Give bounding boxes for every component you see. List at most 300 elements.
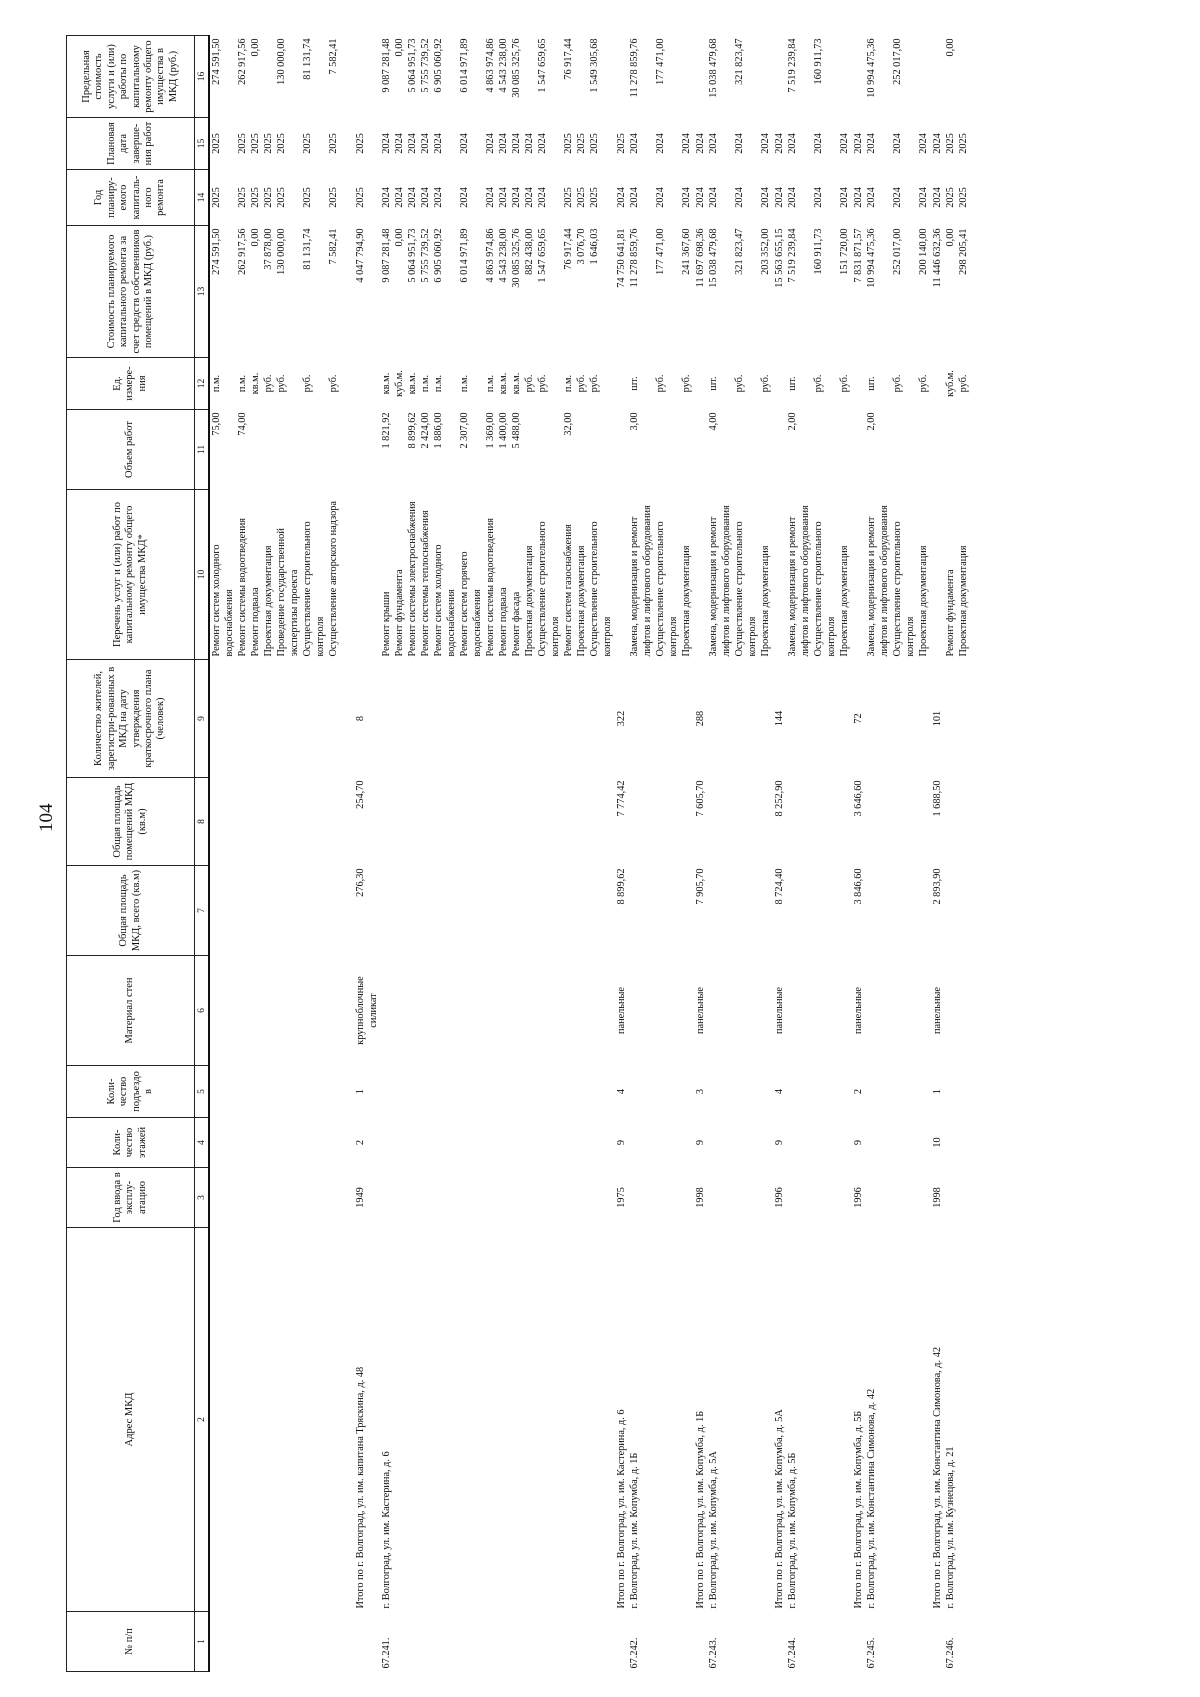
table-cell: 7 582,41 [328, 228, 339, 265]
table-cell: 203 352,00 [760, 228, 771, 275]
table-cell: 8 899,62 [616, 868, 627, 905]
table-cell [746, 660, 759, 778]
table-cell: 4 [616, 1088, 627, 1095]
table-cell: 276,30 [355, 868, 366, 897]
table-cell: 274 591,50 [211, 38, 222, 85]
table-cell: Проектная документация [958, 545, 969, 657]
table-cell: руб. [813, 374, 824, 393]
table-cell: 2025 [355, 133, 366, 154]
table-cell [601, 778, 614, 866]
table-cell [707, 956, 720, 1066]
table-cell [786, 1118, 799, 1168]
table-cell [667, 358, 680, 410]
table-cell [445, 1066, 458, 1118]
table-cell [720, 118, 733, 170]
table-cell [419, 1118, 432, 1168]
table-cell [588, 1612, 601, 1672]
table-cell [628, 778, 641, 866]
table-cell [301, 778, 314, 866]
table-cell: 15 563 655,15 [774, 228, 785, 288]
table-cell [497, 778, 510, 866]
table-cell [707, 1066, 720, 1118]
table-cell [209, 1118, 223, 1168]
table-cell: 2024 [853, 133, 864, 154]
table-cell [601, 1066, 614, 1118]
table-cell [275, 660, 288, 778]
table-cell [471, 778, 484, 866]
table-cell [432, 1118, 445, 1168]
table-cell: панельные [853, 987, 864, 1034]
table-cell: 2024 [407, 187, 418, 208]
table-cell: г. Волгоград, ул. им. Константина Симонова, д. 42 [866, 1388, 877, 1609]
table-cell [667, 866, 680, 956]
table-cell [957, 1228, 970, 1612]
table-cell [575, 1118, 588, 1168]
table-cell [471, 36, 484, 118]
table-cell: Замена, модернизация и ремонт [708, 516, 719, 657]
table-cell [340, 1118, 353, 1168]
table-cell [865, 778, 878, 866]
table-row [667, 36, 680, 1672]
table-row [614, 36, 628, 1672]
table-cell: лифтов и лифтового оборудования [721, 505, 732, 657]
header-cell: Перечень услуг и (или) работ по капитальному ремонту общего имущества МКД* [67, 490, 195, 660]
table-cell: руб. [328, 374, 339, 393]
table-cell [380, 778, 393, 866]
header-cell: Коли-чество этажей [67, 1118, 195, 1168]
table-cell [301, 1168, 314, 1228]
table-cell: 2025 [237, 187, 248, 208]
table-cell: 11 697 698,36 [695, 228, 706, 288]
table-cell [904, 226, 917, 358]
table-cell: 67.242. [629, 1637, 640, 1669]
table-row [353, 36, 380, 1672]
table-cell: 10 994 475,36 [866, 228, 877, 288]
table-cell: 2 424,00 [420, 412, 431, 449]
table-cell [614, 358, 628, 410]
table-cell: 2024 [524, 133, 535, 154]
table-row [236, 36, 249, 1672]
table-cell [471, 956, 484, 1066]
table-cell: 1975 [616, 1187, 627, 1208]
table-cell [301, 866, 314, 956]
table-cell [957, 1118, 970, 1168]
table-cell [288, 660, 301, 778]
table-cell: Осуществление строительного [813, 521, 824, 657]
table-row [223, 36, 236, 1672]
table-row [575, 36, 588, 1672]
table-cell [445, 410, 458, 490]
table-cell [301, 410, 314, 490]
table-cell: 10 [932, 1137, 943, 1148]
table-cell [288, 1612, 301, 1672]
table-cell [957, 1612, 970, 1672]
table-cell: Ремонт систем горячего [459, 551, 470, 657]
table-cell [878, 1612, 891, 1672]
table-cell [288, 1228, 301, 1612]
table-cell [838, 1066, 851, 1118]
table-row [497, 36, 510, 1672]
header-cell: Стоимость планируемого капитального ремонта за счет средств собственников помещений в МКД (руб.) [67, 226, 195, 358]
table-cell: Ремонт крыши [381, 591, 392, 657]
table-cell [288, 1066, 301, 1118]
table-cell: 1998 [695, 1187, 706, 1208]
table-cell [588, 1168, 601, 1228]
table-cell: 1 369,00 [485, 412, 496, 449]
table-cell: 2025 [945, 187, 956, 208]
table-cell: 1996 [853, 1187, 864, 1208]
table-cell [759, 1118, 772, 1168]
table-cell [654, 1168, 667, 1228]
table-cell [707, 778, 720, 866]
table-cell [917, 660, 930, 778]
table-cell [562, 1612, 575, 1672]
table-cell [772, 36, 786, 118]
table-cell [680, 866, 693, 956]
table-cell [275, 1168, 288, 1228]
table-cell: 2024 [892, 187, 903, 208]
table-cell [799, 1118, 812, 1168]
table-cell [799, 1228, 812, 1612]
column-number: 15 [195, 118, 210, 170]
table-cell [601, 660, 614, 778]
table-cell [904, 1118, 917, 1168]
table-cell [458, 956, 471, 1066]
table-cell [288, 1118, 301, 1168]
table-cell [878, 660, 891, 778]
table-cell [746, 118, 759, 170]
table-cell [917, 866, 930, 956]
table-cell [458, 1612, 471, 1672]
table-cell: 2025 [355, 187, 366, 208]
table-cell [904, 358, 917, 410]
table-cell [917, 1168, 930, 1228]
table-cell: Итого по г. Волгоград, ул. им. Константина Симонова, д. 42 [932, 1347, 943, 1609]
table-cell [249, 778, 262, 866]
table-cell [812, 866, 825, 956]
table-cell [746, 1118, 759, 1168]
table-cell [680, 778, 693, 866]
table-cell: 15 038 479,68 [708, 228, 719, 288]
header-cell: Объем работ [67, 410, 195, 490]
table-row [471, 36, 484, 1672]
table-cell [917, 778, 930, 866]
table-cell [223, 778, 236, 866]
table-cell: кв.м. [498, 372, 509, 395]
table-cell [236, 1228, 249, 1612]
table-cell [262, 1612, 275, 1672]
table-row [707, 36, 720, 1672]
table-cell [720, 866, 733, 956]
table-cell [654, 410, 667, 490]
table-cell: 2024 [537, 133, 548, 154]
table-cell [733, 1228, 746, 1612]
table-cell [838, 1612, 851, 1672]
table-cell [917, 956, 930, 1066]
table-row [746, 36, 759, 1672]
table-cell [772, 1612, 786, 1672]
table-cell [223, 1118, 236, 1168]
table-cell [327, 956, 340, 1066]
table-cell [641, 170, 654, 226]
table-cell [825, 866, 838, 956]
table-cell [865, 956, 878, 1066]
table-cell: 2024 [616, 187, 627, 208]
table-cell [654, 956, 667, 1066]
table-cell [720, 1168, 733, 1228]
table-row [458, 36, 471, 1672]
table-cell: 6 014 971,89 [459, 228, 470, 283]
table-cell: Ремонт подвала [498, 587, 509, 657]
table-cell: водоснабжения [472, 589, 483, 657]
table-cell [314, 226, 327, 358]
table-cell [327, 866, 340, 956]
table-cell: 2024 [420, 133, 431, 154]
table-cell: 4 863 974,86 [485, 228, 496, 283]
table-cell [353, 358, 380, 410]
table-cell [536, 1612, 549, 1672]
table-cell: контроля [668, 616, 679, 657]
table-cell [419, 1168, 432, 1228]
table-cell [314, 1612, 327, 1672]
table-cell [445, 866, 458, 956]
table-cell [957, 1168, 970, 1228]
table-cell [406, 660, 419, 778]
table-row [917, 36, 930, 1672]
table-cell: Ремонт фасада [511, 591, 522, 657]
table-cell: 177 471,00 [655, 38, 666, 85]
table-cell [759, 660, 772, 778]
table-cell [523, 866, 536, 956]
table-cell [523, 1066, 536, 1118]
table-cell: 0,00 [394, 228, 405, 247]
table-cell [249, 1066, 262, 1118]
table-cell [314, 36, 327, 118]
column-number: 5 [195, 1066, 210, 1118]
table-row [628, 36, 641, 1672]
table-cell [549, 778, 562, 866]
header-cell: Плановая дата заверше-ния работ [67, 118, 195, 170]
table-cell: 2024 [511, 187, 522, 208]
table-cell [786, 956, 799, 1066]
table-cell [812, 1168, 825, 1228]
table-cell: 2024 [695, 133, 706, 154]
table-cell [471, 226, 484, 358]
table-cell [601, 358, 614, 410]
table-cell [944, 778, 957, 866]
column-number: 6 [195, 956, 210, 1066]
table-cell [549, 118, 562, 170]
table-row [419, 36, 432, 1672]
table-cell [575, 36, 588, 118]
header-cell: № п/п [67, 1612, 195, 1672]
table-cell [746, 1612, 759, 1672]
table-cell [865, 660, 878, 778]
table-cell [601, 1118, 614, 1168]
table-cell [851, 358, 865, 410]
table-cell [340, 778, 353, 866]
table-cell: Проектная документация [576, 545, 587, 657]
table-cell [575, 956, 588, 1066]
table-cell [904, 36, 917, 118]
table-cell: руб. [276, 374, 287, 393]
table-cell [236, 1118, 249, 1168]
table-cell: куб.м. [945, 370, 956, 397]
table-cell: 67.243. [708, 1637, 719, 1669]
table-cell: 2024 [787, 133, 798, 154]
table-cell [432, 1168, 445, 1228]
table-cell: руб. [839, 374, 850, 393]
table-cell [393, 1066, 406, 1118]
table-cell [327, 1612, 340, 1672]
table-cell [825, 358, 838, 410]
table-cell: куб.м. [394, 370, 405, 397]
table-cell [838, 410, 851, 490]
table-cell: п.м. [211, 374, 222, 393]
table-cell: 0,00 [945, 228, 956, 247]
table-cell: панельные [932, 987, 943, 1034]
table-cell [458, 866, 471, 956]
table-cell: 321 823,47 [734, 228, 745, 275]
table-cell: 2024 [695, 187, 706, 208]
table-cell [209, 778, 223, 866]
table-cell [601, 170, 614, 226]
table-cell [628, 866, 641, 956]
table-cell: Проектная документация [918, 545, 929, 657]
table-cell: 1949 [355, 1187, 366, 1208]
table-cell: 2025 [276, 133, 287, 154]
table-row [799, 36, 812, 1672]
table-cell [497, 660, 510, 778]
table-cell: руб. [537, 374, 548, 393]
table-row [601, 36, 614, 1672]
table-cell: Итого по г. Волгоград, ул. им. Кастерина, д. 6 [616, 1409, 627, 1609]
table-cell: 6 905 060,92 [433, 228, 444, 283]
table-cell: 2024 [655, 133, 666, 154]
table-cell: 9 087 281,48 [381, 38, 392, 93]
table-cell: Итого по г. Волгоград, ул. им. Копумба, д. 1Б [695, 1410, 706, 1609]
table-cell: руб. [892, 374, 903, 393]
table-cell [865, 1168, 878, 1228]
table-cell [944, 660, 957, 778]
table-cell: 4 543 238,00 [498, 228, 509, 283]
table-row [209, 36, 223, 1672]
table-cell: 11 446 632,36 [932, 228, 943, 288]
table-cell [720, 1066, 733, 1118]
table-cell [471, 170, 484, 226]
table-cell: руб. [734, 374, 745, 393]
table-cell: 5 755 739,52 [420, 228, 431, 283]
table-cell [878, 1066, 891, 1118]
table-cell [838, 1168, 851, 1228]
column-number: 13 [195, 226, 210, 358]
table-cell [340, 1168, 353, 1228]
table-cell: 2025 [250, 133, 261, 154]
table-cell [393, 1118, 406, 1168]
table-cell: 2025 [302, 187, 313, 208]
table-cell: 2025 [589, 187, 600, 208]
table-cell [458, 660, 471, 778]
table-cell [720, 1118, 733, 1168]
table-cell: контроля [826, 616, 837, 657]
table-cell [838, 1228, 851, 1612]
table-cell [878, 226, 891, 358]
table-cell: 2024 [433, 133, 444, 154]
table-cell: 2025 [263, 187, 274, 208]
table-cell: лифтов и лифтового оборудования [800, 505, 811, 657]
table-cell [733, 956, 746, 1066]
table-cell: 2024 [537, 187, 548, 208]
table-cell [680, 410, 693, 490]
table-cell [851, 410, 865, 490]
table-cell [393, 1228, 406, 1612]
table-cell [223, 358, 236, 410]
table-cell [445, 1168, 458, 1228]
table-cell [759, 866, 772, 956]
table-cell [562, 1066, 575, 1118]
table-cell [944, 866, 957, 956]
table-cell [471, 1168, 484, 1228]
table-cell [746, 1168, 759, 1228]
rotated-page [66, 36, 1190, 1672]
table-cell: шт. [787, 376, 798, 391]
table-cell [838, 778, 851, 866]
table-cell: 2024 [420, 187, 431, 208]
table-cell [562, 1118, 575, 1168]
table-cell: 1998 [932, 1187, 943, 1208]
table-cell: 2024 [708, 187, 719, 208]
table-cell [733, 1066, 746, 1118]
table-cell: 1 547 659,65 [537, 38, 548, 93]
table-cell [825, 956, 838, 1066]
table-cell: 262 917,56 [237, 38, 248, 85]
table-cell [667, 410, 680, 490]
table-row [641, 36, 654, 1672]
table-cell: 2025 [211, 187, 222, 208]
header-cell: Коли-чество подъездо в [67, 1066, 195, 1118]
table-cell [510, 660, 523, 778]
table-cell [406, 1168, 419, 1228]
table-cell [262, 778, 275, 866]
table-cell [641, 1066, 654, 1118]
table-cell [628, 1118, 641, 1168]
table-cell [471, 118, 484, 170]
table-cell [865, 1066, 878, 1118]
table-cell [471, 1066, 484, 1118]
table-cell: 0,00 [945, 38, 956, 57]
table-row [445, 36, 458, 1672]
table-cell [419, 866, 432, 956]
table-cell [497, 956, 510, 1066]
table-cell [340, 36, 353, 118]
table-cell [891, 778, 904, 866]
table-cell [445, 226, 458, 358]
column-number: 7 [195, 866, 210, 956]
table-cell [930, 1612, 944, 1672]
table-cell [314, 1118, 327, 1168]
table-row [275, 36, 288, 1672]
column-number: 12 [195, 358, 210, 410]
table-cell [957, 1066, 970, 1118]
table-cell [458, 778, 471, 866]
table-cell [825, 1612, 838, 1672]
table-cell: 32,00 [563, 412, 574, 436]
table-cell [825, 118, 838, 170]
table-cell [419, 1612, 432, 1672]
table-cell: 7 605,70 [695, 780, 706, 817]
table-cell: кв.м. [511, 372, 522, 395]
table-cell [523, 1168, 536, 1228]
